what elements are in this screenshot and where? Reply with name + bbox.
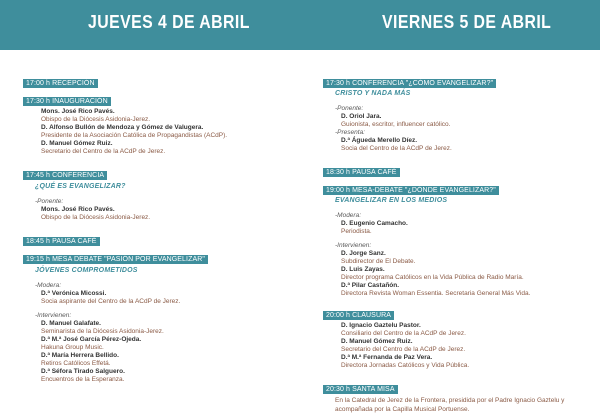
- conferencia-role: -Ponente:: [35, 198, 64, 205]
- conferencia-desc: Obispo de la Diócesis Asidonia-Jerez.: [41, 214, 151, 221]
- misa-bar: 20:30 h SANTA MISA: [323, 385, 398, 394]
- clausura-desc-2: Secretario del Centro de la ACdP de Jerez.: [341, 346, 466, 353]
- clausura-name-1: D. Ignacio Gaztelu Pastor.: [341, 322, 421, 329]
- clausura-desc-1: Consiliario del Centro de la ACdP de Jerez.: [341, 330, 466, 337]
- moderator-role: -Modera:: [35, 282, 62, 289]
- fri-conferencia-title: CRISTO Y NADA MÁS: [335, 90, 411, 97]
- panel-desc-1: Seminarista de la Diócesis Asidonia-Jerez.: [41, 328, 164, 335]
- fri-panel-name-2: D. Luis Zayas.: [341, 266, 385, 273]
- mesa-bar: 19:15 h MESA DEBATE "PASIÓN POR EVANGELIZAR": [23, 255, 208, 264]
- panel-desc-2: Hakuna Group Music.: [41, 344, 104, 351]
- panel-name-3: D.ª María Herrera Bellido.: [41, 352, 119, 359]
- friday-column: [323, 72, 595, 414]
- panel-name-1: D. Manuel Galafate.: [41, 320, 101, 327]
- inaug-name-2: D. Alfonso Bullón de Mendoza y Gómez de Valugera.: [41, 124, 204, 131]
- panel-name-2: D.ª M.ª José García Pérez-Ojeda.: [41, 336, 142, 343]
- fri-mesa-title: EVANGELIZAR EN LOS MEDIOS: [335, 197, 448, 204]
- presenta-role: -Presenta:: [335, 129, 365, 136]
- ponente-name: D. Oriol Jara.: [341, 113, 382, 120]
- fri-panel-role: -Intervienen:: [335, 242, 372, 249]
- fri-conferencia-bar: 17:30 h CONFERENCIA "¿CÓMO EVANGELIZAR?": [323, 79, 496, 88]
- moderator-desc: Socia aspirante del Centro de la ACdP de Jerez.: [41, 298, 181, 305]
- fri-mesa-bar: 19:00 h MESA-DEBATE "¿DÓNDE EVANGELIZAR?": [323, 186, 499, 195]
- fri-pausa-bar: 18:30 h PAUSA CAFÉ: [323, 168, 400, 177]
- inauguracion-bar: 17:30 h INAUGURACIÓN: [23, 97, 111, 106]
- ponente-role: -Ponente:: [335, 105, 364, 112]
- fri-panel-name-1: D. Jorge Sanz.: [341, 250, 386, 257]
- recepcion-bar: 17:00 h RECEPCIÓN: [23, 79, 98, 88]
- inaug-desc-3: Secretario del Centro de la ACdP de Jerez.: [41, 148, 166, 155]
- fri-panel-desc-2: Director programa Católicos en la Vida Pública de Radio María.: [341, 274, 524, 281]
- pausa-bar: 18:45 h PAUSA CAFÉ: [23, 237, 100, 246]
- fri-panel-name-3: D.ª Pilar Castañón.: [341, 282, 400, 289]
- panel-desc-4: Encuentros de la Esperanza.: [41, 376, 125, 383]
- inaug-desc-2: Presidente de la Asociación Católica de Propagandistas (ACdP).: [41, 132, 228, 139]
- header-banner: [0, 0, 600, 50]
- thursday-heading: JUEVES 4 DE ABRIL: [88, 12, 250, 32]
- conferencia-bar: 17:45 h CONFERENCIA: [23, 171, 107, 180]
- mesa-title: JÓVENES COMPROMETIDOS: [35, 267, 138, 274]
- panel-role: -Intervienen:: [35, 312, 72, 319]
- inaug-name-3: D. Manuel Gómez Ruiz.: [41, 140, 113, 147]
- fri-panel-desc-1: Subdirector de El Debate.: [341, 258, 416, 265]
- fri-moderator-role: -Modera:: [335, 212, 362, 219]
- misa-text: En la Catedral de Jerez de la Frontera, presidida por el Padre Ignacio Gaztelu y acompañada por la Capilla Musical Portuense.: [335, 397, 565, 413]
- ponente-desc: Guionista, escritor, influencer católico.: [341, 121, 451, 128]
- clausura-name-2: D. Manuel Gómez Ruiz.: [341, 338, 413, 345]
- fri-moderator-name: D. Eugenio Camacho.: [341, 220, 408, 227]
- friday-heading: VIERNES 5 DE ABRIL: [382, 12, 552, 32]
- panel-name-4: D.ª Séfora Tirado Salguero.: [41, 368, 125, 375]
- fri-panel-desc-3: Directora Revista Woman Essentia. Secretaria General Más Vida.: [341, 290, 531, 297]
- moderator-name: D.ª Verónica Micossi.: [41, 290, 107, 297]
- conferencia-name: Mons. José Rico Pavés.: [41, 206, 115, 213]
- clausura-desc-3: Directora Jornadas Católicos y Vida Pública.: [341, 362, 470, 369]
- inaug-desc-1: Obispo de la Diócesis Asidonia-Jerez.: [41, 116, 151, 123]
- panel-desc-3: Retiros Católicos Effetá.: [41, 360, 111, 367]
- inaug-name-1: Mons. José Rico Pavés.: [41, 108, 115, 115]
- clausura-bar: 20:00 h CLAUSURA: [323, 311, 394, 320]
- thursday-column: [23, 72, 295, 384]
- presenta-name: D.ª Águeda Merello Díez.: [341, 137, 418, 144]
- fri-moderator-desc: Periodista.: [341, 228, 372, 235]
- clausura-name-3: D.ª M.ª Fernanda de Paz Vera.: [341, 354, 433, 361]
- conferencia-title: ¿QUÉ ES EVANGELIZAR?: [35, 183, 126, 190]
- presenta-desc: Socia del Centro de la ACdP de Jerez.: [341, 145, 452, 152]
